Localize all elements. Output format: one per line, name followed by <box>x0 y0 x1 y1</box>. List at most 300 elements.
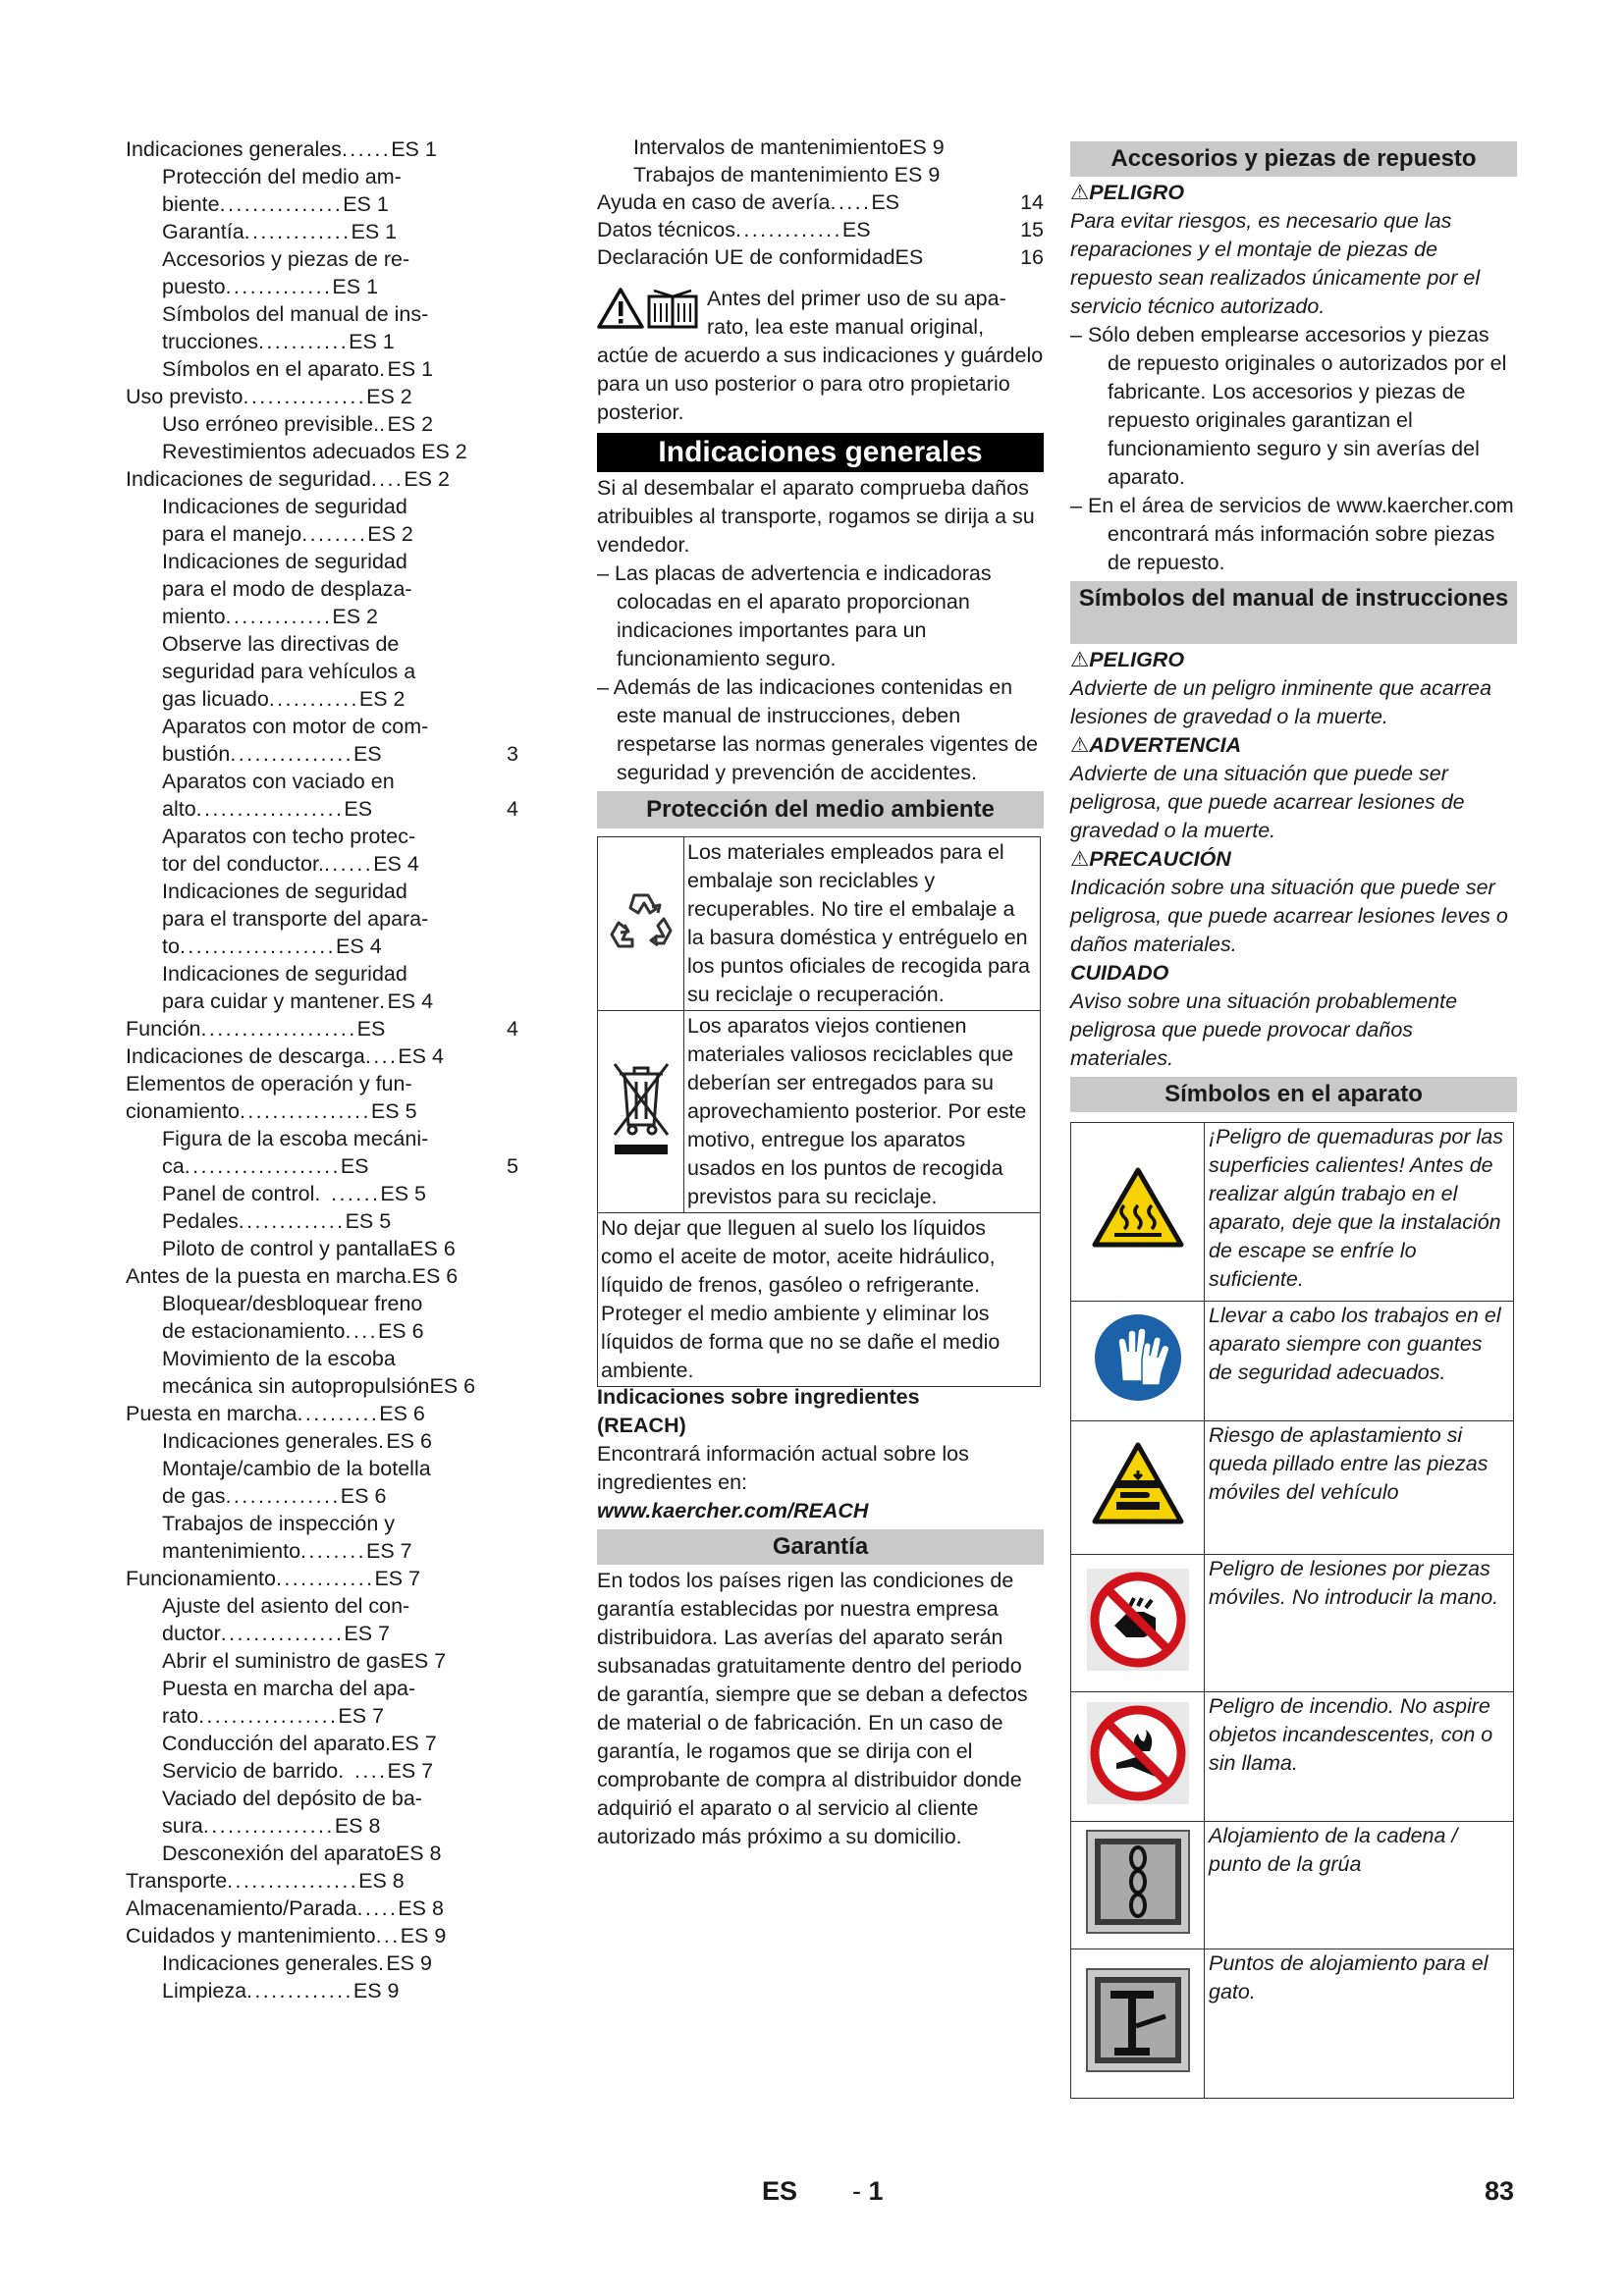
toc-entry-title: bustión <box>162 742 231 766</box>
toc-entry-ref: ES 8 <box>395 1842 442 1865</box>
toc-entry-leader: ............ <box>275 1567 375 1590</box>
toc-entry-ref: ES 2 <box>404 467 450 491</box>
device-symbols-heading: Símbolos en el aparato <box>1070 1077 1517 1112</box>
toc-entry-text[interactable]: Aparatos con techo protec- <box>162 825 416 848</box>
toc-entry-ref: ES <box>841 218 871 241</box>
toc-entry-leader: . ...... <box>314 1182 381 1205</box>
danger-label-text: PELIGRO <box>1089 181 1185 204</box>
environment-row <box>598 1011 1041 1213</box>
accessories-item-2: – En el área de servicios de www.kaercher.com encontrará más información sobre piezas de repuesto. <box>1070 494 1514 574</box>
toc-entry-leader: ................... <box>184 1154 341 1178</box>
crossed-bin-icon <box>607 1054 676 1162</box>
toc-entry-text[interactable]: Indicaciones de seguridad <box>162 962 407 986</box>
toc-entry[interactable] <box>126 410 518 438</box>
toc-entry-title: Piloto de control y pantalla <box>162 1237 410 1260</box>
toc-entry-title: Pedales <box>162 1209 239 1233</box>
toc-entry-leader: ...... <box>323 852 374 876</box>
manual-symbol-label <box>1070 845 1517 874</box>
toc-entry[interactable] <box>597 161 1044 188</box>
toc-entry-title: trucciones <box>162 330 258 353</box>
toc-entry-ref: ES 6 <box>411 1264 459 1288</box>
toc-entry[interactable] <box>126 1812 518 1840</box>
toc-entry-leader: .................. <box>195 797 345 821</box>
toc-entry[interactable] <box>126 1262 518 1290</box>
toc-column-1 <box>126 135 518 2004</box>
toc-entry[interactable] <box>126 1207 518 1235</box>
toc-entry-text[interactable]: Aparatos con vaciado en <box>162 770 395 793</box>
toc-entry-leader: ................. <box>198 1704 339 1728</box>
symbol-text: Puntos de alojamiento para el gato. <box>1205 1949 1514 2099</box>
toc-entry-text[interactable]: Indicaciones de seguridad <box>162 495 407 518</box>
environment-row-2-text: Los aparatos viejos contienen materiales valiosos reciclables que deberían ser entregados para su aprovechamiento posterior. Por este motivo, entregue los aparatos usados en los puntos de recogida previstos para su reciclaje. <box>684 1011 1041 1213</box>
reach-text: Encontrará información actual sobre los ingredientes en: <box>597 1442 969 1494</box>
footer-language: ES <box>762 2176 798 2206</box>
symbol-row <box>1071 1692 1514 1822</box>
toc-entry-title: para cuidar y mantener <box>162 989 380 1013</box>
toc-entry[interactable] <box>126 1537 518 1565</box>
toc-entry-text[interactable]: Trabajos de inspección y <box>162 1512 396 1535</box>
toc-entry-text[interactable]: Montaje/cambio de la botella <box>162 1457 431 1480</box>
toc-column-2 <box>597 133 1044 271</box>
manual-symbol-label <box>1070 959 1517 988</box>
toc-entry[interactable] <box>126 1702 518 1730</box>
toc-entry[interactable] <box>126 988 518 1015</box>
toc-entry-ref: ES 7 <box>338 1704 385 1728</box>
toc-entry-ref: ES 4 <box>373 852 419 876</box>
toc-entry[interactable] <box>126 1400 518 1427</box>
toc-entry-leader: ............... <box>243 385 367 408</box>
general-item-1: – Las placas de advertencia e indicadoras colocadas en el aparato proporcionan indicaciones importantes para un funcionamiento seguro. <box>597 561 992 670</box>
footer-dash: - <box>852 2176 861 2206</box>
toc-entry-title: cionamiento <box>126 1099 240 1123</box>
toc-entry-title: Datos técnicos <box>597 218 736 241</box>
symbol-text: Peligro de incendio. No aspire objetos incandescentes, con o sin llama. <box>1205 1692 1514 1822</box>
toc-entry-title: Servicio de barrido <box>162 1759 339 1783</box>
toc-entry[interactable] <box>126 1152 518 1180</box>
toc-entry-leader: ........... <box>258 330 350 353</box>
toc-entry-page: 4 <box>507 797 518 821</box>
toc-entry-title: mecánica sin autopropulsiónES 6 <box>162 1374 476 1398</box>
toc-entry-leader: ................... <box>179 934 337 958</box>
toc-entry-leader: ............. <box>225 275 333 298</box>
toc-entry[interactable] <box>126 1840 518 1867</box>
toc-entry-leader: .... <box>345 1319 378 1343</box>
content-column-2 <box>597 133 1044 1851</box>
toc-entry-ref: ES 9 <box>386 1951 432 1975</box>
toc-entry-ref: ES <box>871 190 900 214</box>
toc-entry-leader: . <box>377 1951 387 1975</box>
toc-entry[interactable] <box>126 273 518 300</box>
toc-entry-leader: .......... <box>297 1402 380 1425</box>
toc-entry[interactable] <box>126 795 518 823</box>
toc-entry-leader: ............... <box>220 1622 345 1645</box>
manual-symbol-label-text: ADVERTENCIA <box>1089 733 1242 757</box>
environment-row <box>598 1213 1041 1387</box>
toc-entry-title: mantenimiento <box>162 1539 301 1563</box>
symbol-text: Llevar a cabo los trabajos en el aparato siempre con guantes de seguridad adecuados. <box>1205 1302 1514 1421</box>
intro-block <box>597 285 1044 427</box>
toc-entry-title: de estacionamiento <box>162 1319 346 1343</box>
toc-entry-page: 15 <box>1020 218 1044 241</box>
toc-entry-leader: . .... <box>338 1759 388 1783</box>
toc-entry[interactable] <box>126 438 518 465</box>
toc-entry-leader: ........... <box>268 687 359 711</box>
toc-entry-text[interactable]: Protección del medio am- <box>162 165 402 188</box>
toc-entry[interactable] <box>126 1180 518 1207</box>
page-number: 83 <box>1485 2176 1515 2206</box>
toc-entry-text[interactable]: Símbolos del manual de ins- <box>162 302 429 326</box>
toc-entry-text[interactable]: seguridad para vehículos a <box>162 660 416 683</box>
toc-entry-leader: .... <box>370 467 405 491</box>
general-item-1-text: Las placas de advertencia e indicadoras colocadas en el aparato proporcionan indicaciones importantes para un funcionamiento seguro. <box>614 561 992 670</box>
toc-entry-text[interactable]: Observe las directivas de <box>162 632 400 656</box>
toc-entry-ref: ES 1 <box>387 357 434 381</box>
toc-entry-title: Uso erróneo previsible. <box>162 412 380 436</box>
toc-entry-ref: ES 4 <box>398 1044 444 1068</box>
environment-heading: Protección del medio ambiente <box>597 791 1044 828</box>
toc-entry-title: Panel de control <box>162 1182 315 1205</box>
toc-entry-title: Funcionamiento <box>126 1567 276 1590</box>
toc-entry-leader: ................ <box>202 1814 335 1838</box>
recycle-icon-cell <box>598 837 684 1011</box>
toc-entry-title: ca <box>162 1154 185 1178</box>
warning-read-manual-icon <box>597 287 699 330</box>
content-column-3 <box>1070 141 1517 2099</box>
intro-text-rest: actúe de acuerdo a sus indicaciones y guárdelo para un uso posterior o para otro propietario posterior. <box>597 344 1044 424</box>
toc-entry-ref: ES 1 <box>343 192 389 216</box>
toc-entry-title: Almacenamiento/Parada <box>126 1896 357 1920</box>
toc-entry[interactable] <box>126 1977 518 2004</box>
weee-icon-cell <box>598 1011 684 1213</box>
toc-entry[interactable] <box>126 933 518 960</box>
toc-entry-ref: ES 1 <box>349 330 395 353</box>
toc-entry-leader: ............... <box>230 742 353 766</box>
toc-entry-text[interactable]: Indicaciones de seguridad <box>162 550 407 573</box>
accessories-heading: Accesorios y piezas de repuesto <box>1070 141 1517 177</box>
toc-entry-text[interactable]: Vaciado del depósito de ba- <box>162 1787 422 1810</box>
toc-entry[interactable] <box>126 1565 518 1592</box>
toc-entry-title: Indicaciones generales <box>162 1951 378 1975</box>
toc-entry-leader: . <box>377 1429 387 1453</box>
toc-entry[interactable] <box>126 603 518 630</box>
toc-entry-title: Indicaciones de seguridad <box>126 467 371 491</box>
manual-symbol-label <box>1070 731 1517 760</box>
toc-entry-ref: ES 7 <box>344 1622 390 1645</box>
toc-entry-leader: . <box>379 989 388 1013</box>
symbol-row <box>1071 1555 1514 1692</box>
toc-entry[interactable] <box>126 383 518 410</box>
symbol-text: ¡Peligro de quemaduras por las superficies calientes! Antes de realizar algún trabajo en el aparato, deje que la instalación de escape se enfríe lo suficiente. <box>1205 1123 1514 1302</box>
toc-entry[interactable] <box>126 1372 518 1400</box>
toc-entry[interactable] <box>126 1042 518 1070</box>
toc-entry-title: Indicaciones generales <box>126 137 342 161</box>
recycle-icon <box>605 883 677 956</box>
symbol-text: Peligro de lesiones por piezas móviles. No introducir la mano. <box>1205 1555 1514 1692</box>
no-hand-moving-parts-icon <box>1087 1569 1189 1671</box>
intro-text-line-2: rato, lea este manual original, <box>707 315 985 339</box>
toc-entry-leader: ............. <box>735 218 842 241</box>
toc-entry-leader: ................ <box>227 1869 359 1893</box>
toc-entry-page: 4 <box>507 1017 518 1041</box>
toc-entry-leader: ............. <box>246 1979 353 2002</box>
toc-entry-ref: ES 1 <box>351 220 398 243</box>
manual-symbols-list <box>1070 646 1517 1073</box>
toc-entry-leader: ..... <box>356 1896 399 1920</box>
toc-entry[interactable] <box>126 465 518 493</box>
toc-entry-title: gas licuado <box>162 687 269 711</box>
warning-triangle-icon: ⚠ <box>1070 847 1090 871</box>
toc-entry-ref: ES 1 <box>391 137 437 161</box>
toc-entry-leader: .... <box>364 1044 399 1068</box>
toc-entry-leader: ................ <box>239 1099 371 1123</box>
no-open-flame-icon <box>1087 1702 1189 1804</box>
toc-entry-ref: ES 5 <box>345 1209 392 1233</box>
toc-entry-ref: ES 9 <box>400 1924 447 1948</box>
toc-entry-ref: ES 8 <box>358 1869 405 1893</box>
toc-entry[interactable] <box>597 188 1044 216</box>
symbol-row <box>1071 1421 1514 1555</box>
danger-text: Para evitar riesgos, es necesario que las reparaciones y el montaje de piezas de repuesto sean realizados únicamente por el servicio técnico autorizado. <box>1070 209 1481 318</box>
toc-entry-title: Conducción del aparato. <box>162 1732 392 1755</box>
symbol-row <box>1071 1949 1514 2099</box>
toc-entry-ref: ES <box>356 1017 386 1041</box>
toc-entry-title: Garantía <box>162 220 244 243</box>
toc-entry-text[interactable]: Indicaciones de seguridad <box>162 880 407 903</box>
toc-entry-title: Indicaciones de descarga <box>126 1044 365 1068</box>
toc-entry-title: miento <box>162 605 226 628</box>
toc-entry-text[interactable]: Figura de la escoba mecáni- <box>162 1127 429 1150</box>
toc-entry-text[interactable]: Puesta en marcha del apa- <box>162 1677 416 1700</box>
toc-entry-ref: ES 2 <box>332 605 379 628</box>
footer-number: 1 <box>868 2176 884 2206</box>
toc-entry-title: puesto <box>162 275 226 298</box>
manual-symbol-label <box>1070 646 1517 674</box>
toc-entry-ref: ES <box>340 1154 369 1178</box>
toc-entry-title: rato <box>162 1704 199 1728</box>
toc-entry-ref: ES 6 <box>377 1319 424 1343</box>
jack-point-icon <box>1085 1967 1191 2073</box>
toc-entry-page: 5 <box>507 1154 518 1178</box>
toc-entry-title: Antes de la puesta en marcha. <box>126 1264 412 1288</box>
toc-entry[interactable] <box>126 135 518 163</box>
toc-entry-title: Ayuda en caso de avería <box>597 190 831 214</box>
toc-entry-ref: ES 6 <box>379 1402 425 1425</box>
toc-entry-ref: ES 8 <box>398 1896 444 1920</box>
toc-entry-ref: ES 7 <box>387 1759 434 1783</box>
gloves-icon-cell <box>1071 1302 1205 1421</box>
toc-entry[interactable] <box>126 740 518 768</box>
toc-entry[interactable] <box>126 1317 518 1345</box>
toc-entry-title: de gas <box>162 1484 226 1508</box>
manual-symbol-description: Indicación sobre una situación que puede ser peligrosa, que puede acarrear lesiones leves o daños materiales. <box>1070 876 1508 956</box>
toc-entry-title: sura <box>162 1814 203 1838</box>
toc-entry[interactable] <box>126 1427 518 1455</box>
environment-row-3-text: No dejar que lleguen al suelo los líquidos como el aceite de motor, aceite hidráulico, líquido de frenos, gasóleo o refrigerante. Proteger el medio ambiente y eliminar los líquidos de forma que no se dañe el medio ambiente. <box>598 1213 1041 1387</box>
chain-icon-cell <box>1071 1822 1205 1949</box>
toc-entry-leader: . <box>379 357 388 381</box>
toc-entry[interactable] <box>126 850 518 878</box>
toc-entry-title: Trabajos de mantenimiento ES 9 <box>633 163 941 187</box>
toc-entry-ref: ES 4 <box>387 989 434 1013</box>
toc-entry-title: Uso previsto <box>126 385 244 408</box>
toc-entry[interactable] <box>597 216 1044 243</box>
toc-entry-title: Transporte <box>126 1869 228 1893</box>
toc-entry-ref: ES 6 <box>409 1237 456 1260</box>
accessories-item-2-text: En el área de servicios de www.kaercher.com encontrará más información sobre piezas de repuesto. <box>1087 494 1514 574</box>
toc-entry-ref: ES 8 <box>334 1814 381 1838</box>
toc-entry-leader: ........ <box>301 522 368 546</box>
toc-entry-title: Función <box>126 1017 201 1041</box>
crush-icon-cell <box>1071 1421 1205 1555</box>
toc-entry[interactable] <box>126 1895 518 1922</box>
toc-entry-leader: ............... <box>219 192 344 216</box>
toc-entry[interactable] <box>126 1757 518 1785</box>
toc-entry-text[interactable]: Bloquear/desbloquear freno <box>162 1292 423 1315</box>
toc-entry[interactable] <box>126 1620 518 1647</box>
toc-entry-ref: ES 7 <box>366 1539 412 1563</box>
hot-surface-warning-icon <box>1091 1166 1185 1251</box>
toc-entry-title: Desconexión del aparato <box>162 1842 396 1865</box>
toc-entry-title: tor del conductor. <box>162 852 324 876</box>
toc-entry-leader: ...... <box>341 137 392 161</box>
toc-entry-page: 14 <box>1020 190 1044 214</box>
toc-entry-title: Declaración UE de conformidadES <box>597 245 924 269</box>
toc-entry-ref: ES 2 <box>358 687 406 711</box>
toc-entry-text[interactable]: Aparatos con motor de com- <box>162 715 429 738</box>
toc-entry-text[interactable]: para el transporte del apara- <box>162 907 429 931</box>
toc-entry-title: to <box>162 934 180 958</box>
device-symbols-table <box>1070 1122 1514 2099</box>
toc-entry-ref: ES 2 <box>367 522 413 546</box>
toc-entry-page: 3 <box>507 742 518 766</box>
toc-entry-title: biente <box>162 192 220 216</box>
toc-entry-title: Revestimientos adecuados ES 2 <box>162 440 467 463</box>
environment-row-1-text: Los materiales empleados para el embalaje son reciclables y recuperables. No tire el embalaje a la basura doméstica y entréguelo en los puntos oficiales de recogida para su reciclaje o recuperación. <box>684 837 1041 1011</box>
toc-entry-text[interactable]: Elementos de operación y fun- <box>126 1072 412 1095</box>
toc-entry-text[interactable]: Ajuste del asiento del con- <box>162 1594 410 1618</box>
toc-entry[interactable] <box>126 328 518 355</box>
manual-symbol-label-text: PRECAUCIÓN <box>1089 847 1231 871</box>
toc-entry-title: Puesta en marcha <box>126 1402 298 1425</box>
toc-entry-ref: ES 2 <box>366 385 412 408</box>
general-heading: Indicaciones generales <box>597 433 1044 472</box>
toc-entry[interactable] <box>126 1097 518 1125</box>
toc-entry-leader: . <box>379 412 388 436</box>
toc-entry-ref: ES 7 <box>374 1567 421 1590</box>
toc-entry[interactable] <box>126 355 518 383</box>
toc-entry-title: ductor <box>162 1622 221 1645</box>
symbol-row <box>1071 1123 1514 1302</box>
general-intro: Si al desembalar el aparato comprueba daños atribuibles al transporte, rogamos se dirija a su vendedor. <box>597 476 1035 557</box>
toc-entry[interactable] <box>126 520 518 548</box>
toc-entry-text[interactable]: para el modo de desplaza- <box>162 577 412 601</box>
toc-entry-title: Intervalos de mantenimientoES 9 <box>633 135 945 159</box>
manual-symbol-label-text: CUIDADO <box>1070 961 1169 985</box>
toc-entry-title: Indicaciones generales <box>162 1429 378 1453</box>
toc-entry-leader: ............. <box>244 220 352 243</box>
environment-row <box>598 837 1041 1011</box>
warranty-heading: Garantía <box>597 1529 1044 1565</box>
symbol-row <box>1071 1822 1514 1949</box>
danger-label <box>1070 179 1517 207</box>
toc-entry-title: Limpieza <box>162 1979 247 2002</box>
toc-entry[interactable] <box>126 1867 518 1895</box>
toc-entry-title: alto <box>162 797 196 821</box>
toc-entry[interactable] <box>126 190 518 218</box>
toc-entry-ref: ES <box>352 742 382 766</box>
toc-entry-title: Cuidados y mantenimiento <box>126 1924 376 1948</box>
toc-entry[interactable] <box>126 218 518 245</box>
hot-surface-icon-cell <box>1071 1123 1205 1302</box>
manual-symbol-description: Aviso sobre una situación probablemente peligrosa que puede provocar daños materiales. <box>1070 989 1458 1070</box>
environment-table <box>597 836 1041 1387</box>
toc-entry-leader: .............. <box>225 1484 341 1508</box>
manual-symbol-label-text: PELIGRO <box>1089 648 1185 671</box>
accessories-item-1-text: Sólo deben emplearse accesorios y piezas de repuesto originales o autorizados por el fabricante. Los accesorios y piezas de repuesto originales garantizan el funcionamiento seguro y sin averías del aparato. <box>1087 323 1507 489</box>
toc-entry[interactable] <box>597 243 1044 271</box>
warning-triangle-icon: ⚠ <box>1070 648 1090 671</box>
toc-entry[interactable] <box>126 1482 518 1510</box>
toc-entry-leader: ............. <box>238 1209 346 1233</box>
toc-entry[interactable] <box>126 1015 518 1042</box>
toc-entry-ref: ES 7 <box>400 1649 447 1673</box>
toc-entry-leader: ........ <box>300 1539 367 1563</box>
toc-entry-ref: ES 6 <box>340 1484 387 1508</box>
reach-heading: Indicaciones sobre ingredientes (REACH) <box>597 1385 920 1437</box>
intro-text-line-1: Antes del primer uso de su apa- <box>707 287 1006 310</box>
gloves-required-icon <box>1093 1312 1183 1403</box>
reach-link[interactable]: www.kaercher.com/REACH <box>597 1499 869 1522</box>
toc-entry-text[interactable]: Movimiento de la escoba <box>162 1347 396 1370</box>
toc-entry-ref: ES 1 <box>332 275 379 298</box>
toc-entry[interactable] <box>126 1922 518 1949</box>
symbol-text: Alojamiento de la cadena / punto de la grúa <box>1205 1822 1514 1949</box>
warning-triangle-icon: ⚠ <box>1070 181 1090 204</box>
toc-entry-leader: ... <box>375 1924 401 1948</box>
manual-symbols-heading: Símbolos del manual de instrucciones <box>1070 581 1517 644</box>
toc-entry-ref: ES 4 <box>336 934 382 958</box>
general-item-2: – Además de las indicaciones contenidas en este manual de instrucciones, deben respetarse las normas generales vigentes de seguridad y prevención de accidentes. <box>597 675 1039 784</box>
toc-entry-ref: ES 5 <box>380 1182 427 1205</box>
toc-entry-leader: ..... <box>830 190 872 214</box>
toc-entry-leader: ............. <box>225 605 333 628</box>
toc-entry-title: Símbolos en el aparato <box>162 357 380 381</box>
toc-entry[interactable] <box>126 1647 518 1675</box>
jack-icon-cell <box>1071 1949 1205 2099</box>
toc-entry[interactable] <box>126 685 518 713</box>
toc-entry-ref: ES 6 <box>386 1429 432 1453</box>
accessories-item-1: – Sólo deben emplearse accesorios y piezas de repuesto originales o autorizados por el fabricante. Los accesorios y piezas de repuesto originales garantizan el funcionamiento seguro y sin averías del aparato. <box>1070 323 1507 489</box>
toc-entry[interactable] <box>597 133 1044 161</box>
footer-section-number <box>852 2177 884 2206</box>
toc-entry[interactable] <box>126 1235 518 1262</box>
toc-entry-page: 16 <box>1020 245 1044 269</box>
symbol-row <box>1071 1302 1514 1421</box>
toc-entry-title: para el manejo <box>162 522 302 546</box>
manual-symbol-description: Advierte de una situación que puede ser peligrosa, que puede acarrear lesiones de gravedad o la muerte. <box>1070 762 1465 842</box>
toc-entry[interactable] <box>126 1730 518 1757</box>
no-flame-icon-cell <box>1071 1692 1205 1822</box>
warranty-text: En todos los países rigen las condiciones de garantía establecidas por nuestra empresa distribuidora. Las averías del aparato serán subsanadas gratuitamente dentro del periodo de garantía, siempre que se deban a defectos de material o de fabricación. En un caso de garantía, le rogamos que se dirija con el comprobante de compra al distribuidor donde adquirió el aparato o al servicio al cliente autorizado más próximo a su domicilio. <box>597 1569 1028 1848</box>
toc-entry-ref: ES 9 <box>352 1979 400 2002</box>
symbol-text: Riesgo de aplastamiento si queda pillado entre las piezas móviles del vehículo <box>1205 1421 1514 1555</box>
warning-triangle-icon: ⚠ <box>1070 733 1090 757</box>
toc-entry-text[interactable]: Accesorios y piezas de re- <box>162 247 410 271</box>
toc-entry[interactable] <box>126 1949 518 1977</box>
toc-entry-leader: ................... <box>200 1017 357 1041</box>
chain-crane-point-icon <box>1085 1829 1191 1935</box>
toc-entry-ref: ES 2 <box>387 412 434 436</box>
